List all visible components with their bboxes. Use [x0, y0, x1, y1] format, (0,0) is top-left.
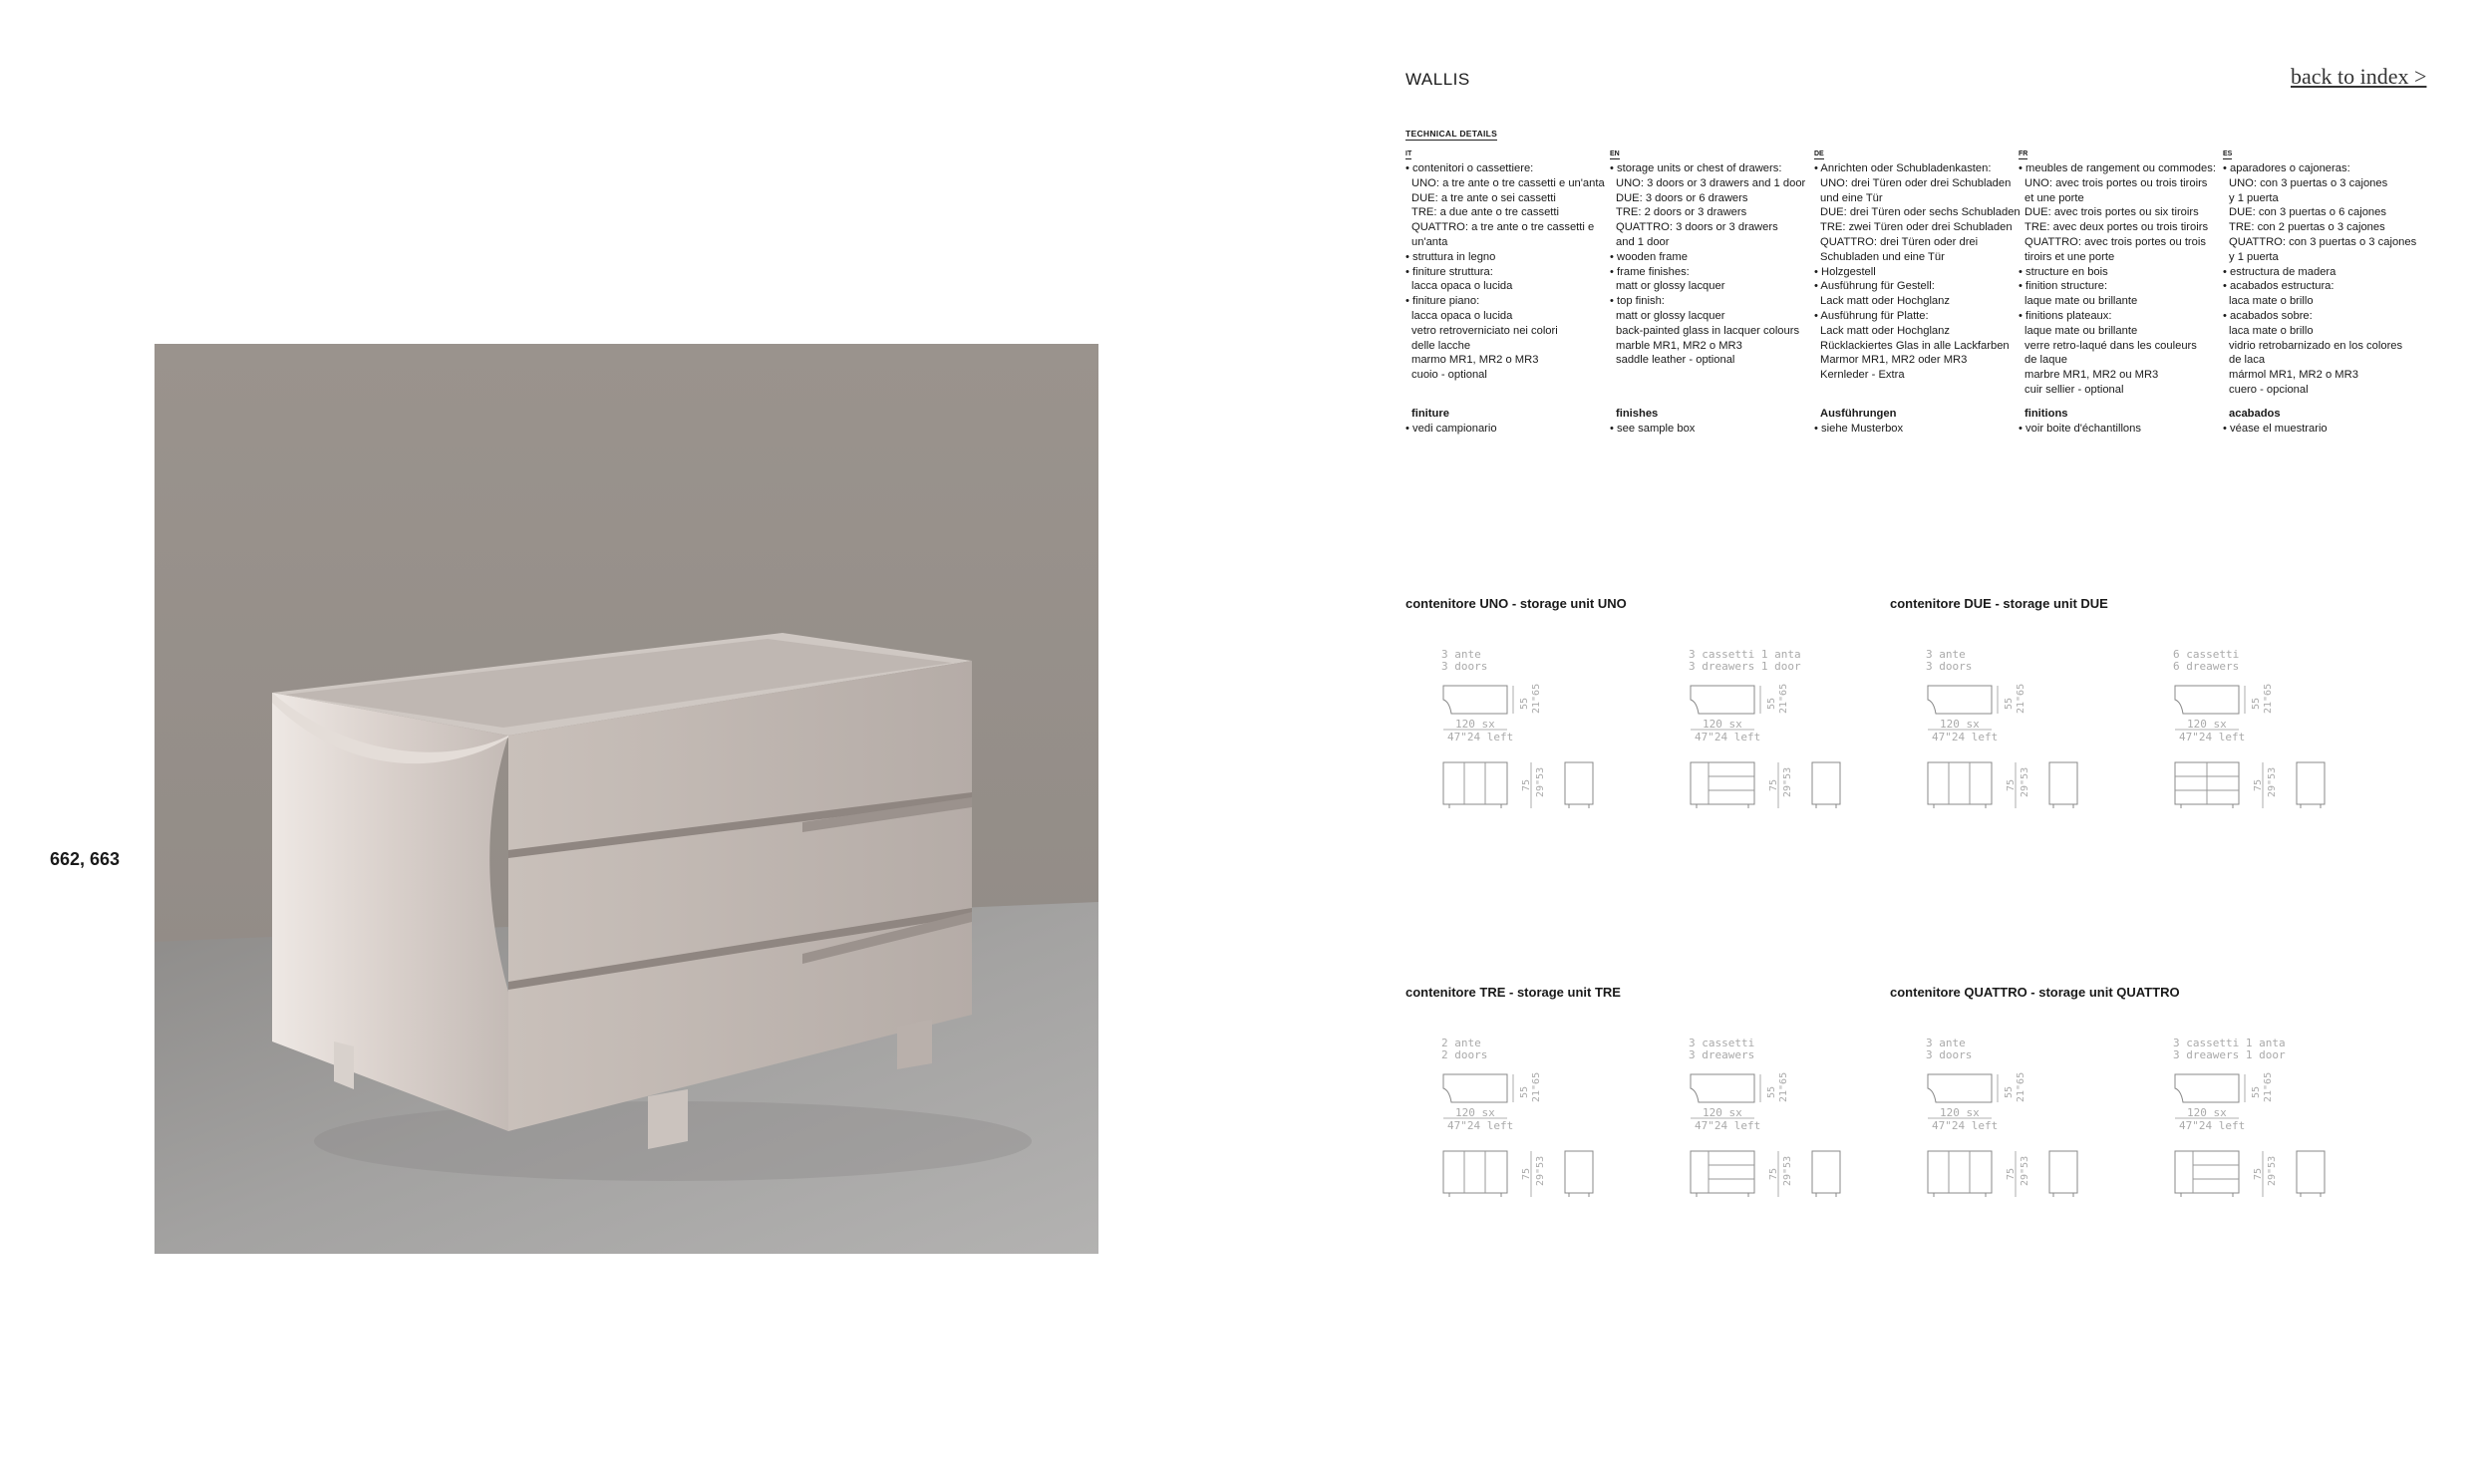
depth-dim: 55	[1519, 1085, 1530, 1098]
spec-line: lacca opaca o lucida	[1411, 280, 1513, 293]
height-dim-inch: 29"53	[2267, 1155, 2278, 1186]
finishes-heading: finitions	[2024, 408, 2068, 420]
spec-line: DUE: a tre ante o sei cassetti	[1411, 191, 1556, 204]
spec-line: and 1 door	[1616, 235, 1670, 248]
spec-line: • acabados sobre:	[2223, 309, 2313, 322]
spec-line: UNO: 3 doors or 3 drawers and 1 door	[1616, 176, 1806, 189]
spec-line: UNO: drei Türen oder drei Schubladen	[1820, 176, 2012, 189]
spec-line: und eine Tür	[1820, 191, 1883, 204]
height-dim: 75	[1521, 1167, 1532, 1180]
height-dim: 75	[2253, 1167, 2264, 1180]
spec-line: • meubles de rangement ou commodes:	[2019, 162, 2216, 174]
spec-line: y 1 puerta	[2229, 191, 2279, 204]
depth-dim: 55	[1519, 697, 1530, 710]
spec-line: marble MR1, MR2 o MR3	[1616, 339, 1742, 352]
spec-line: • wooden frame	[1610, 250, 1688, 263]
depth-dim: 55	[2004, 1085, 2015, 1098]
finishes-heading: acabados	[2229, 408, 2281, 420]
language-code: DE	[1814, 150, 1824, 157]
diagram-label: 2 doors	[1441, 1048, 1488, 1061]
spec-line: matt or glossy lacquer	[1616, 280, 1725, 293]
top-view-outline	[2175, 686, 2239, 714]
height-dim: 75	[1521, 778, 1532, 791]
spec-line: QUATTRO: avec trois portes ou trois	[2024, 235, 2206, 248]
side-view-outline	[2049, 762, 2077, 804]
height-dim-inch: 29"53	[2020, 1155, 2030, 1186]
technical-details-heading: TECHNICAL DETAILS	[1405, 129, 1498, 139]
spec-line: • finiture piano:	[1405, 295, 1480, 308]
spec-line: • finitions plateaux:	[2019, 309, 2112, 322]
spec-line: • finition structure:	[2019, 280, 2108, 293]
spec-line: Marmor MR1, MR2 oder MR3	[1820, 354, 1968, 367]
side-view-outline	[1565, 1151, 1593, 1193]
diagram-label: 3 doors	[1926, 1048, 1973, 1061]
top-view-outline	[1928, 1074, 1992, 1102]
side-view-outline	[2049, 1151, 2077, 1193]
depth-dim-inch: 21"65	[2263, 1071, 2274, 1102]
depth-dim-inch: 21"65	[1531, 683, 1542, 714]
product-title: WALLIS	[1405, 70, 1470, 89]
spec-line: mármol MR1, MR2 o MR3	[2229, 369, 2358, 382]
spec-line: DUE: con 3 puertas o 6 cajones	[2229, 206, 2386, 219]
height-dim-inch: 29"53	[1535, 766, 1546, 797]
language-code: EN	[1610, 150, 1620, 157]
spec-line: TRE: zwei Türen oder drei Schubladen	[1820, 221, 2013, 234]
spec-line: de laca	[2229, 354, 2266, 367]
spec-line: delle lacche	[1411, 339, 1471, 352]
width-dim: 120 sx	[2187, 718, 2227, 731]
spec-line: Rücklackiertes Glas in alle Lackfarben	[1820, 339, 2010, 352]
side-view-outline	[1565, 762, 1593, 804]
finishes-value: • vedi campionario	[1405, 423, 1497, 435]
spec-line: un'anta	[1411, 235, 1448, 248]
width-dim: 120 sx	[1455, 1106, 1495, 1119]
spec-line: laque mate ou brillante	[2024, 324, 2138, 337]
diagram-label: 6 dreawers	[2173, 660, 2240, 673]
diagram-label: 3 doors	[1441, 660, 1488, 673]
spec-line: • Holzgestell	[1814, 265, 1876, 278]
spec-line: • storage units or chest of drawers:	[1610, 162, 1782, 174]
spec-line: • estructura de madera	[2223, 265, 2336, 278]
height-dim: 75	[2253, 778, 2264, 791]
top-view-outline	[1691, 1074, 1754, 1102]
spec-column-de	[1814, 146, 2021, 383]
width-dim: 120 sx	[1703, 718, 1742, 731]
height-dim-inch: 29"53	[2267, 766, 2278, 797]
spec-line: TRE: avec deux portes ou trois tiroirs	[2024, 221, 2209, 234]
spec-line: • structure en bois	[2019, 265, 2108, 278]
depth-dim-inch: 21"65	[2016, 683, 2026, 714]
diagram-label: 3 cassetti	[1689, 1037, 1755, 1049]
depth-dim-inch: 21"65	[2016, 1071, 2026, 1102]
height-dim-inch: 29"53	[1782, 766, 1793, 797]
width-dim: 120 sx	[1940, 1106, 1980, 1119]
spec-column-en	[1610, 146, 1811, 368]
depth-dim: 55	[1766, 697, 1777, 710]
depth-dim: 55	[2251, 1085, 2262, 1098]
unit-diagram	[1689, 648, 1858, 817]
height-dim-inch: 29"53	[1535, 1155, 1546, 1186]
width-dim-inch: 47"24 left	[1932, 1119, 1999, 1132]
height-dim: 75	[1768, 1167, 1779, 1180]
spec-line: • Ausführung für Platte:	[1814, 309, 1929, 322]
finishes-value: • voir boite d'échantillons	[2019, 423, 2141, 435]
depth-dim-inch: 21"65	[1778, 1071, 1789, 1102]
spec-line: lacca opaca o lucida	[1411, 309, 1513, 322]
width-dim: 120 sx	[1455, 718, 1495, 731]
spec-line: • struttura in legno	[1405, 250, 1496, 263]
diagram-label: 3 ante	[1926, 1037, 1966, 1049]
spec-line: Lack matt oder Hochglanz	[1820, 295, 1950, 308]
width-dim-inch: 47"24 left	[1932, 731, 1999, 743]
spec-line: DUE: drei Türen oder sechs Schubladen	[1820, 206, 2021, 219]
height-dim: 75	[2006, 778, 2017, 791]
diagram-label: 3 dreawers	[1689, 1048, 1755, 1061]
unit-diagram	[2173, 648, 2342, 817]
diagram-label: 6 cassetti	[2173, 648, 2240, 661]
unit-diagram	[1441, 648, 1611, 817]
spec-line: cuir sellier - optional	[2024, 383, 2124, 396]
section-title: contenitore TRE - storage unit TRE	[1405, 985, 1621, 1000]
diagram-label: 3 doors	[1926, 660, 1973, 673]
diagram-label: 3 dreawers 1 door	[1689, 660, 1801, 673]
side-view-outline	[2297, 1151, 2325, 1193]
spec-line: QUATTRO: 3 doors or 3 drawers	[1616, 221, 1778, 234]
front-view-outline	[2175, 1151, 2239, 1193]
spec-line: de laque	[2024, 354, 2067, 367]
front-view-outline	[1691, 1151, 1754, 1193]
spec-line: DUE: 3 doors or 6 drawers	[1616, 191, 1748, 204]
height-dim-inch: 29"53	[2020, 766, 2030, 797]
diagram-label: 2 ante	[1441, 1037, 1481, 1049]
width-dim-inch: 47"24 left	[1447, 731, 1514, 743]
unit-diagram	[1926, 1037, 2095, 1206]
finishes-value: • siehe Musterbox	[1814, 423, 1904, 435]
depth-dim: 55	[2004, 697, 2015, 710]
height-dim-inch: 29"53	[1782, 1155, 1793, 1186]
front-view-outline	[1691, 762, 1754, 804]
section-title: contenitore QUATTRO - storage unit QUATTRO	[1890, 985, 2180, 1000]
spec-line: • aparadores o cajoneras:	[2223, 162, 2350, 174]
depth-dim: 55	[1766, 1085, 1777, 1098]
spec-line: QUATTRO: a tre ante o tre cassetti e	[1411, 221, 1595, 234]
spec-line: y 1 puerta	[2229, 250, 2279, 263]
top-view-outline	[1691, 686, 1754, 714]
diagram-label: 3 ante	[1441, 648, 1481, 661]
diagram-label: 3 ante	[1926, 648, 1966, 661]
finishes-heading: Ausführungen	[1820, 408, 1897, 420]
spec-line: marbre MR1, MR2 ou MR3	[2024, 369, 2159, 382]
spec-line: verre retro-laqué dans les couleurs	[2024, 339, 2197, 352]
height-dim: 75	[2006, 1167, 2017, 1180]
finishes-heading: finiture	[1411, 408, 1449, 420]
spec-line: QUATTRO: con 3 puertas o 3 cajones	[2229, 235, 2417, 248]
spec-line: TRE: con 2 puertas o 3 cajones	[2229, 221, 2385, 234]
back-to-index-link[interactable]: back to index >	[2291, 64, 2427, 89]
spec-line: Lack matt oder Hochglanz	[1820, 324, 1950, 337]
unit-diagram	[2173, 1037, 2342, 1206]
width-dim: 120 sx	[1703, 1106, 1742, 1119]
top-view-outline	[1443, 1074, 1507, 1102]
side-view-outline	[1812, 762, 1840, 804]
language-code: ES	[2223, 150, 2233, 157]
spec-line: • finiture struttura:	[1405, 265, 1493, 278]
spec-line: UNO: con 3 puertas o 3 cajones	[2229, 176, 2388, 189]
spec-line: marmo MR1, MR2 o MR3	[1411, 354, 1539, 367]
spec-line: vidrio retrobarnizado en los colores	[2229, 339, 2403, 352]
width-dim-inch: 47"24 left	[2179, 731, 2246, 743]
spec-line: cuero - opcional	[2229, 383, 2309, 396]
spec-line: et une porte	[2024, 191, 2084, 204]
spec-line: back-painted glass in lacquer colours	[1616, 324, 1800, 337]
spec-line: • Ausführung für Gestell:	[1814, 280, 1935, 293]
language-code: IT	[1405, 150, 1412, 157]
top-view-outline	[2175, 1074, 2239, 1102]
unit-diagram	[1441, 1037, 1611, 1206]
spec-line: laca mate o brillo	[2229, 295, 2314, 308]
spec-line: saddle leather - optional	[1616, 354, 1735, 367]
spec-line: TRE: a due ante o tre cassetti	[1411, 206, 1559, 219]
diagram-label: 3 cassetti 1 anta	[2173, 1037, 2286, 1049]
section-title: contenitore UNO - storage unit UNO	[1405, 596, 1627, 611]
spec-line: tiroirs et une porte	[2024, 250, 2115, 263]
front-view-outline	[1928, 1151, 1992, 1193]
spec-line: • frame finishes:	[1610, 265, 1690, 278]
spec-line: UNO: a tre ante o tre cassetti e un'anta	[1411, 176, 1605, 189]
spec-line: QUATTRO: drei Türen oder drei	[1820, 235, 1979, 248]
width-dim-inch: 47"24 left	[1695, 731, 1761, 743]
spec-line: • contenitori o cassettiere:	[1405, 162, 1534, 174]
diagram-label: 3 dreawers 1 door	[2173, 1048, 2286, 1061]
width-dim-inch: 47"24 left	[1447, 1119, 1514, 1132]
spec-line: TRE: 2 doors or 3 drawers	[1616, 206, 1747, 219]
side-view-outline	[1812, 1151, 1840, 1193]
finishes-value: • véase el muestrario	[2223, 423, 2328, 435]
spec-line: Schubladen und eine Tür	[1820, 250, 1945, 263]
width-dim-inch: 47"24 left	[2179, 1119, 2246, 1132]
spec-line: • top finish:	[1610, 295, 1665, 308]
depth-dim-inch: 21"65	[2263, 683, 2274, 714]
unit-diagram	[1689, 1037, 1858, 1206]
spec-line: • Anrichten oder Schubladenkasten:	[1814, 162, 1992, 174]
front-view-outline	[1443, 1151, 1507, 1193]
width-dim: 120 sx	[2187, 1106, 2227, 1119]
side-view-outline	[2297, 762, 2325, 804]
spec-line: cuoio - optional	[1411, 369, 1487, 382]
product-photo	[155, 344, 1098, 1254]
depth-dim-inch: 21"65	[1531, 1071, 1542, 1102]
spec-line: laca mate o brillo	[2229, 324, 2314, 337]
spec-line: matt or glossy lacquer	[1616, 309, 1725, 322]
spec-line: Kernleder - Extra	[1820, 369, 1905, 382]
width-dim-inch: 47"24 left	[1695, 1119, 1761, 1132]
spec-column-es	[2223, 146, 2424, 398]
front-view-outline	[1443, 762, 1507, 804]
front-view-outline	[1928, 762, 1992, 804]
spec-line: UNO: avec trois portes ou trois tiroirs	[2024, 176, 2208, 189]
finishes-heading: finishes	[1616, 408, 1659, 420]
spec-column-it	[1405, 146, 1607, 383]
finishes-value: • see sample box	[1610, 423, 1696, 435]
top-view-outline	[1928, 686, 1992, 714]
page-number: 662, 663	[50, 849, 121, 869]
depth-dim: 55	[2251, 697, 2262, 710]
depth-dim-inch: 21"65	[1778, 683, 1789, 714]
width-dim: 120 sx	[1940, 718, 1980, 731]
diagram-label: 3 cassetti 1 anta	[1689, 648, 1801, 661]
spec-line: vetro retroverniciato nei colori	[1411, 324, 1558, 337]
spec-line: DUE: avec trois portes ou six tiroirs	[2024, 206, 2199, 219]
spec-line: laque mate ou brillante	[2024, 295, 2138, 308]
language-code: FR	[2019, 150, 2028, 157]
height-dim: 75	[1768, 778, 1779, 791]
top-view-outline	[1443, 686, 1507, 714]
spec-line: • acabados estructura:	[2223, 280, 2335, 293]
unit-diagram	[1926, 648, 2095, 817]
spec-column-fr	[2019, 146, 2220, 398]
section-title: contenitore DUE - storage unit DUE	[1890, 596, 2108, 611]
